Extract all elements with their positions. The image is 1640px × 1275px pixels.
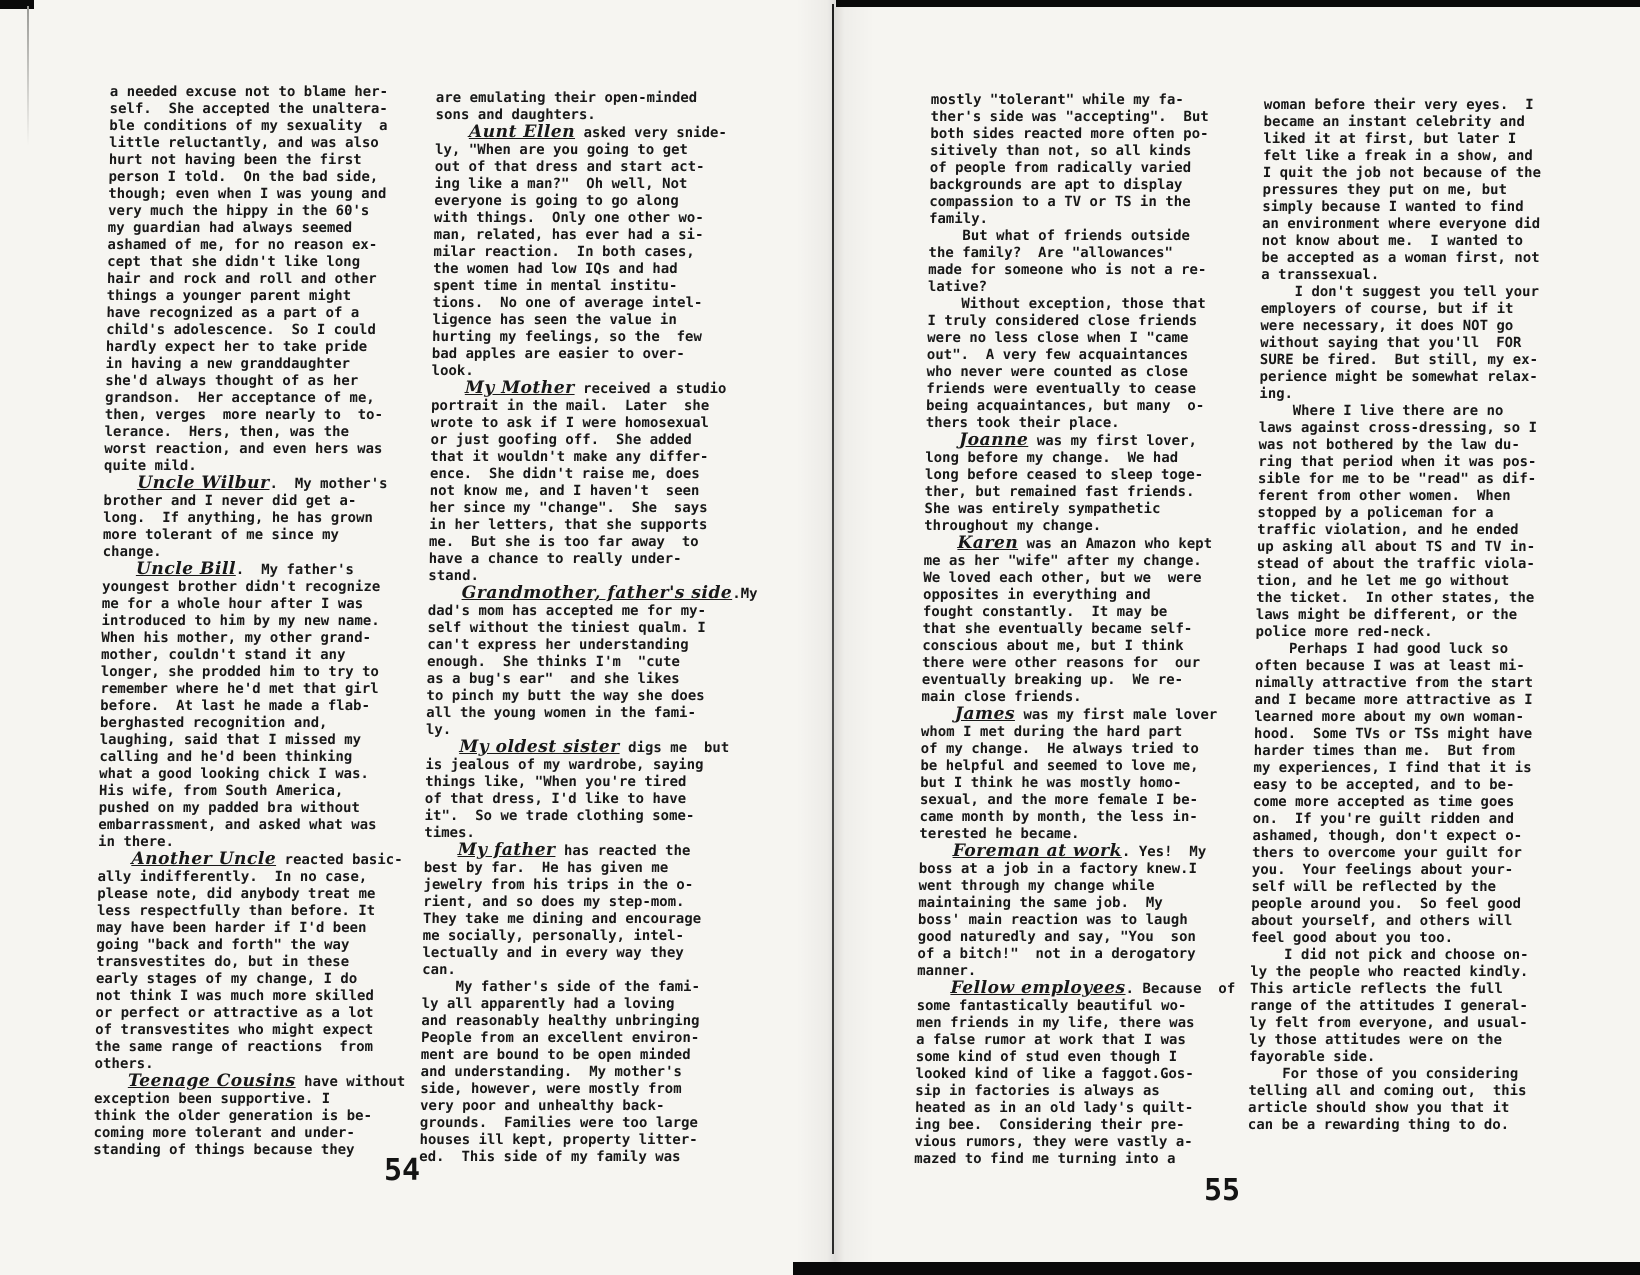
paragraph: Perhaps I had good luck so often because I was at least mi- nimally attractive from the start and I became more attractive as I learned more about my own woman- hood. Some TVs or TSs might have harder times than me. But from my experiences, I find that it is easy to be accepted, and to be- come more accepted as time goes on. If you're guilt ridden and ashamed, though, don't expect o- thers to overcome your guilt for you. Your feelings about your- self will be reflected by the people around you. So feel good about yourself, and others will feel good about you too.: [1250, 641, 1534, 946]
paragraph: a needed excuse not to blame her- self. She accepted the unaltera- ble conditions of my sexuality a little reluctantly, and was also hurt not having been the first person I told. On the bad side, though; even when I was young and very much the hippy in the 60's my guardian had always seemed ashamed of me, for no reason ex- cept that she didn't like long hair and rock and roll and other things a younger parent might have recognized as a part of a child's adolescence. So I could hardly expect her to take pride in having a new granddaughter she'd always thought of as her grandson. Her acceptance of me, then, verges more nearly to to- lerance. Hers, then, was the worst reaction, and even hers was quite mild.: [103, 84, 389, 474]
paragraph: Grandmother, father's side.My dad's mom has accepted me for my- self without the tiniest qualm. I can't express her understanding enough. She thinks I'm "cute as a bug's ear" and she likes to pinch my butt the way she does all the young women in the fami- ly.: [425, 583, 758, 738]
section-heading: Teenage Cousins: [127, 1071, 296, 1091]
paragraph: Joanne was my first lover, long before my change. We had long before ceased to sleep toge- ther, but remained fast friends. She was entirely sympathetic throughout my change.: [924, 430, 1204, 534]
section-heading: My father: [457, 840, 556, 860]
section-heading: Another Uncle: [131, 849, 277, 869]
paragraph: Uncle Bill. My father's youngest brother didn't recognize me for a whole hour after I was introduced to him by my new name. When his mother, my other grand- mother, couldn't stand it any longer, she prodded him to try to remember where he'd met that girl before. At last he made a flab- berghasted recognition and, laughing, said that I missed my calling and he'd been thinking what a good looking chick I was. His wife, from South America, pushed on my padded bra without embarrassment, and asked what was in there.: [97, 559, 381, 850]
paragraph: Another Uncle reacted basic- ally indifferently. In no case, please note, did anybody treat me less respectfully than before. It may have been harder if I'd been going "back and forth" the way transvestites do, but in these early stages of my change, I do not think I was much more skilled or perfect or attractive as a lot of transvestites who might expect the same range of reactions from others.: [94, 849, 403, 1072]
paragraph: mostly "tolerant" while my fa- ther's side was "accepting". But both sides reacted more often po- sitively than not, so all kinds of people from radically varied backgrounds are apt to display compassion to a TV or TS in the family.: [928, 92, 1209, 227]
scan-edge-mark-bottom-right: [793, 1262, 1640, 1275]
section-heading: Karen: [957, 533, 1019, 553]
paragraph: Uncle Wilbur. My mother's brother and I never did get a- long. If anything, he has grown more tolerant of me since my change.: [102, 473, 388, 560]
page55-right-column: [1248, 97, 1608, 1134]
page54-left-column: [93, 84, 446, 1159]
section-heading: James: [954, 704, 1016, 724]
paragraph: James was my first male lover whom I met during the hard part of my change. He always tried to be helpful and seemed to love me, but I think he was mostly homo- sexual, and the more female I be- came month by month, the less in- terested he became.: [919, 704, 1218, 842]
paragraph: Karen was an Amazon who kept me as her "wife" after my change. We loved each other, but we were opposites in everything and fought constantly. It may be that she eventually became self- conscious about me, but I think there were other reasons for our eventually breaking up. We re- main close friends.: [921, 533, 1213, 705]
paragraph: My father's side of the fami- ly all apparently had a loving and reasonably healthy unbringing People from an excellent environ- ment are bound to be open minded and understanding. My mother's side, however, were mostly from very poor and unhealthy back- grounds. Families were too large houses ill kept, property litter- ed. This side of my family was: [419, 979, 701, 1165]
paragraph: Aunt Ellen asked very snide- ly, "When are you going to get out of that dress and start act- ing like a man?" Oh well, Not everyone is going to go along with things. Only one other wo- man, related, has ever had a si- milar reaction. In both cases, the women had low IQs and had spent time in mental institu- tions. No one of average intel- ligence has seen the value in hurting my feelings, so the few bad apples are easier to over- look.: [431, 122, 727, 379]
page55-left-column: [914, 92, 1267, 1168]
page-gutter-line: [832, 4, 834, 1254]
paragraph: My Mother received a studio portrait in the mail. Later she wrote to ask if I were homosexual or just goofing off. She added that it wouldn't make any differ- ence. She didn't raise me, does not know me, and I haven't seen her since my "change". She says in her letters, that she supports me. But she is too far away to have a chance to really under- stand.: [428, 378, 727, 584]
section-heading: Foreman at work: [952, 841, 1123, 861]
paragraph: For those of you considering telling all and coming out, this article should show you that it can be a rewarding thing to do.: [1247, 1066, 1527, 1133]
scan-edge-faint-line: [27, 6, 29, 146]
paragraph: My oldest sister digs me but is jealous of my wardrobe, saying things like, "When you're tired of that dress, I'd like to have it". So we trade clothing some- times.: [424, 737, 730, 841]
section-heading: My Mother: [464, 378, 575, 398]
paragraph: are emulating their open-minded sons and daughters.: [435, 90, 698, 123]
paragraph: Where I live there are no laws against cross-dressing, so I was not bothered by the law du- ring that period when it was pos- sible for me to be "read" as dif- ferent from other women. When stopped by a policeman for a traffic violation, and he ended up asking all about TS and TV in- stead of about the traffic viola- tion, and he let me go without the ticket. In other states, the laws might be different, or the police more red-neck.: [1255, 403, 1538, 640]
page-number: 55: [1204, 1173, 1241, 1208]
section-heading: Fellow employees: [950, 978, 1126, 998]
scan-edge-mark-top-right: [836, 0, 1640, 7]
section-heading: My oldest sister: [459, 737, 620, 757]
paragraph: I don't suggest you tell your employers of course, but if it were necessary, it does NOT go without saying that you'll FOR SURE be fired. But still, my ex- perience might be somewhat relax- ing.: [1259, 284, 1540, 402]
paragraph: My father has reacted the best by far. He has given me jewelry from his trips in the o- rient, and so does my step-mom. They take me dining and encourage me socially, personally, intel- lectually and in every way they can.: [422, 840, 702, 978]
paragraph: Teenage Cousins have without exception been supportive. I think the older generation is be- coming more tolerant and under- standing of things because they: [93, 1071, 406, 1158]
page54-right-column: [419, 90, 772, 1166]
section-heading: Uncle Wilbur: [137, 473, 270, 493]
paragraph: But what of friends outside the family? Are "allowances" made for someone who is not a re- lative?: [927, 228, 1207, 295]
section-heading: Aunt Ellen: [468, 122, 576, 142]
paragraph: Foreman at work. Yes! My boss at a job in a factory knew.I went through my change while maintaining the same job. My boss' main reaction was to laugh good naturedly and say, "You son of a bitch!" not in a derogatory manner.: [917, 841, 1207, 979]
section-heading: Joanne: [958, 430, 1029, 450]
paragraph: Fellow employees. Because of some fantastically beautiful wo- men friends in my life, there was a false rumor at work that I was some kind of stud even though I looked kind of like a faggot.Gos- sip in factories is always as heated as in an old lady's quilt- ing bee. Considering their pre- vious rumors, they were vastly a- mazed to find me turning into a: [914, 978, 1236, 1167]
section-heading: Grandmother, father's side: [461, 583, 733, 603]
page-gutter-shadow: [796, 0, 874, 1275]
paragraph: woman before their very eyes. I became an instant celebrity and liked it at first, but later I felt like a freak in a show, and I quit the job not because of the pressures they put on me, but simply because I wanted to find an environment where everyone did not know about me. I wanted to be accepted as a woman first, not a transsexual.: [1261, 97, 1542, 283]
paragraph: Without exception, those that I truly considered close friends were no less close when I "came out". A very few acquaintances who never were counted as close friends were eventually to cease being acquaintances, but many o- thers took their place.: [925, 296, 1206, 431]
page-number: 54: [384, 1153, 421, 1188]
paragraph: I did not pick and choose on- ly the people who reacted kindly. This article reflects the full range of the attitudes I general- ly felt from everyone, and usual- ly those attitudes were on the fayorable side.: [1248, 947, 1529, 1065]
section-heading: Uncle Bill: [135, 559, 237, 579]
